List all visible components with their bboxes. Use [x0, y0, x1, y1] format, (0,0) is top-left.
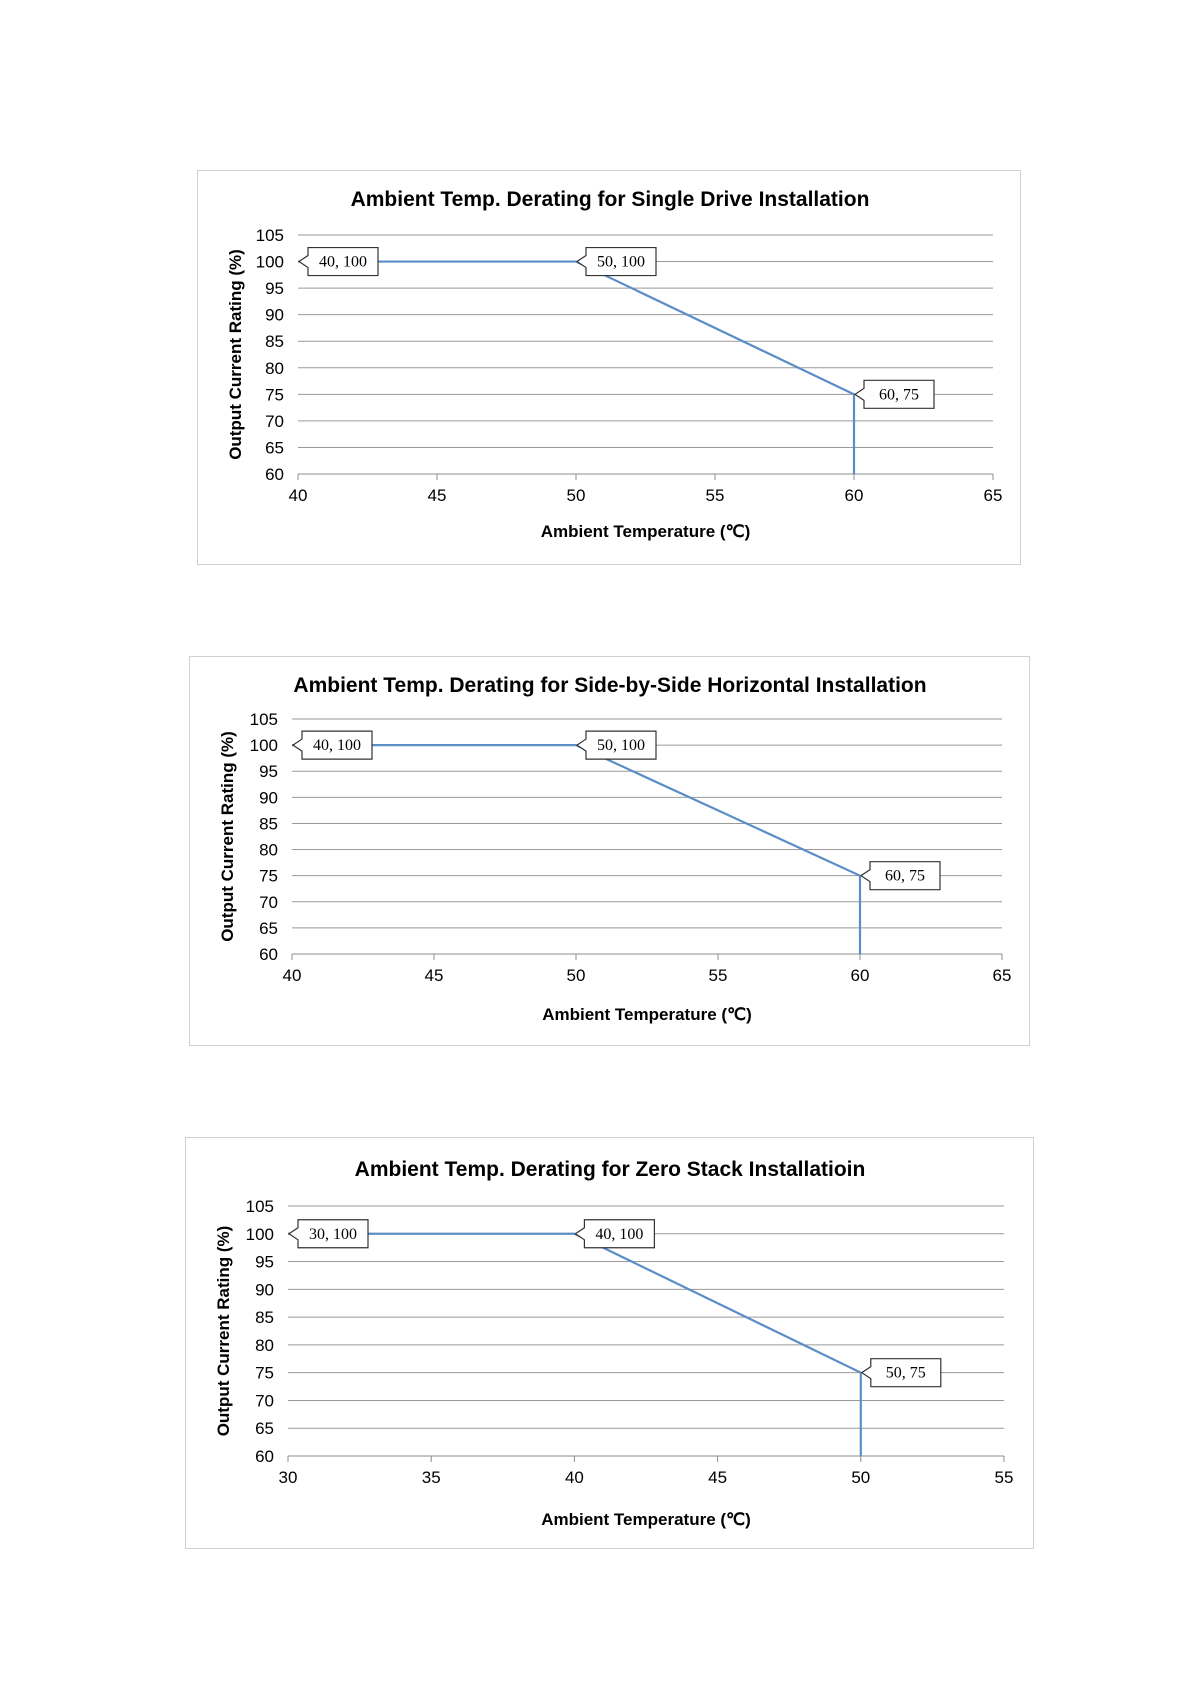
y-tick-label: 80: [255, 1335, 274, 1355]
y-tick-label: 80: [259, 840, 278, 860]
x-tick-label: 65: [983, 486, 1003, 505]
x-tick-label: 35: [421, 1468, 441, 1487]
data-label: 40, 100: [595, 1225, 644, 1243]
derating-chart-single-drive: [197, 170, 1021, 565]
y-tick-label: 105: [249, 710, 278, 729]
y-tick-label: 75: [255, 1363, 274, 1383]
y-tick-label: 100: [255, 252, 284, 272]
y-tick-label: 60: [265, 465, 284, 484]
data-label-callout: [862, 1359, 941, 1387]
x-tick-label: 45: [424, 966, 444, 985]
y-tick-label: 60: [259, 945, 278, 964]
data-label-callout: [577, 248, 656, 276]
x-axis-label: Ambient Temperature (℃): [540, 522, 751, 541]
x-tick-label: 45: [708, 1468, 728, 1487]
data-label-callout: [855, 380, 934, 408]
y-tick-label: 75: [259, 866, 278, 886]
x-tick-label: 55: [994, 1468, 1014, 1487]
y-tick-label: 90: [259, 788, 278, 808]
y-axis-label: Output Current Rating (%): [226, 249, 245, 460]
data-label: 60, 75: [879, 386, 919, 404]
y-tick-label: 90: [255, 1280, 274, 1300]
chart-title: Ambient Temp. Derating for Single Drive Installation: [350, 188, 870, 211]
x-tick-label: 65: [992, 966, 1012, 985]
data-label-callout: [299, 248, 378, 276]
y-tick-label: 95: [259, 762, 278, 782]
x-tick-label: 40: [282, 966, 302, 985]
data-label: 40, 100: [319, 253, 367, 271]
y-tick-label: 100: [249, 736, 278, 756]
y-tick-label: 70: [259, 892, 278, 912]
chart-svg: [190, 657, 1031, 1047]
x-tick-label: 60: [844, 486, 864, 505]
y-tick-label: 95: [255, 1252, 274, 1272]
y-axis-label: Output Current Rating (%): [218, 731, 237, 942]
y-tick-label: 90: [265, 305, 284, 325]
chart-svg: [186, 1138, 1035, 1550]
data-label-callout: [289, 1220, 368, 1248]
derating-chart-zero-stack: [185, 1137, 1034, 1549]
x-tick-label: 45: [427, 486, 447, 505]
y-tick-label: 85: [265, 332, 284, 352]
chart-title: Ambient Temp. Derating for Side-by-Side Horizontal Installation: [293, 674, 927, 697]
data-label: 50, 75: [885, 1364, 926, 1382]
y-axis-label: Output Current Rating (%): [214, 1225, 233, 1437]
x-tick-label: 40: [288, 486, 308, 505]
x-tick-label: 40: [564, 1468, 584, 1487]
y-tick-label: 85: [259, 814, 278, 834]
x-axis-label: Ambient Temperature (℃): [541, 1510, 751, 1529]
y-tick-label: 70: [265, 411, 284, 431]
y-tick-label: 105: [245, 1197, 274, 1216]
data-label: 30, 100: [309, 1225, 357, 1243]
chart-title: Ambient Temp. Derating for Zero Stack Installatioin: [354, 1158, 866, 1181]
x-tick-label: 55: [708, 966, 728, 985]
data-label-callout: [293, 731, 372, 759]
data-label-callout: [861, 862, 940, 890]
y-tick-label: 100: [245, 1224, 274, 1244]
x-tick-label: 60: [850, 966, 870, 985]
chart-svg: [198, 171, 1022, 566]
data-label-callout: [575, 1220, 654, 1248]
y-tick-label: 60: [255, 1447, 274, 1466]
y-tick-label: 65: [259, 918, 278, 938]
data-label-callout: [577, 731, 656, 759]
x-axis-label: Ambient Temperature (℃): [542, 1005, 752, 1024]
derating-chart-side-by-side: [189, 656, 1030, 1046]
data-label: 50, 100: [597, 737, 645, 755]
x-tick-label: 50: [851, 1468, 871, 1487]
y-tick-label: 85: [255, 1308, 274, 1328]
data-label: 60, 75: [885, 867, 925, 885]
data-label: 50, 100: [597, 253, 645, 271]
x-tick-label: 50: [566, 486, 586, 505]
y-tick-label: 65: [265, 438, 284, 458]
y-tick-label: 95: [265, 279, 284, 299]
x-tick-label: 50: [566, 966, 586, 985]
x-tick-label: 30: [278, 1468, 298, 1487]
y-tick-label: 70: [255, 1391, 274, 1411]
y-tick-label: 105: [255, 226, 284, 245]
y-tick-label: 80: [265, 358, 284, 378]
x-tick-label: 55: [705, 486, 725, 505]
data-label: 40, 100: [313, 737, 361, 755]
y-tick-label: 65: [255, 1419, 274, 1439]
y-tick-label: 75: [265, 385, 284, 405]
